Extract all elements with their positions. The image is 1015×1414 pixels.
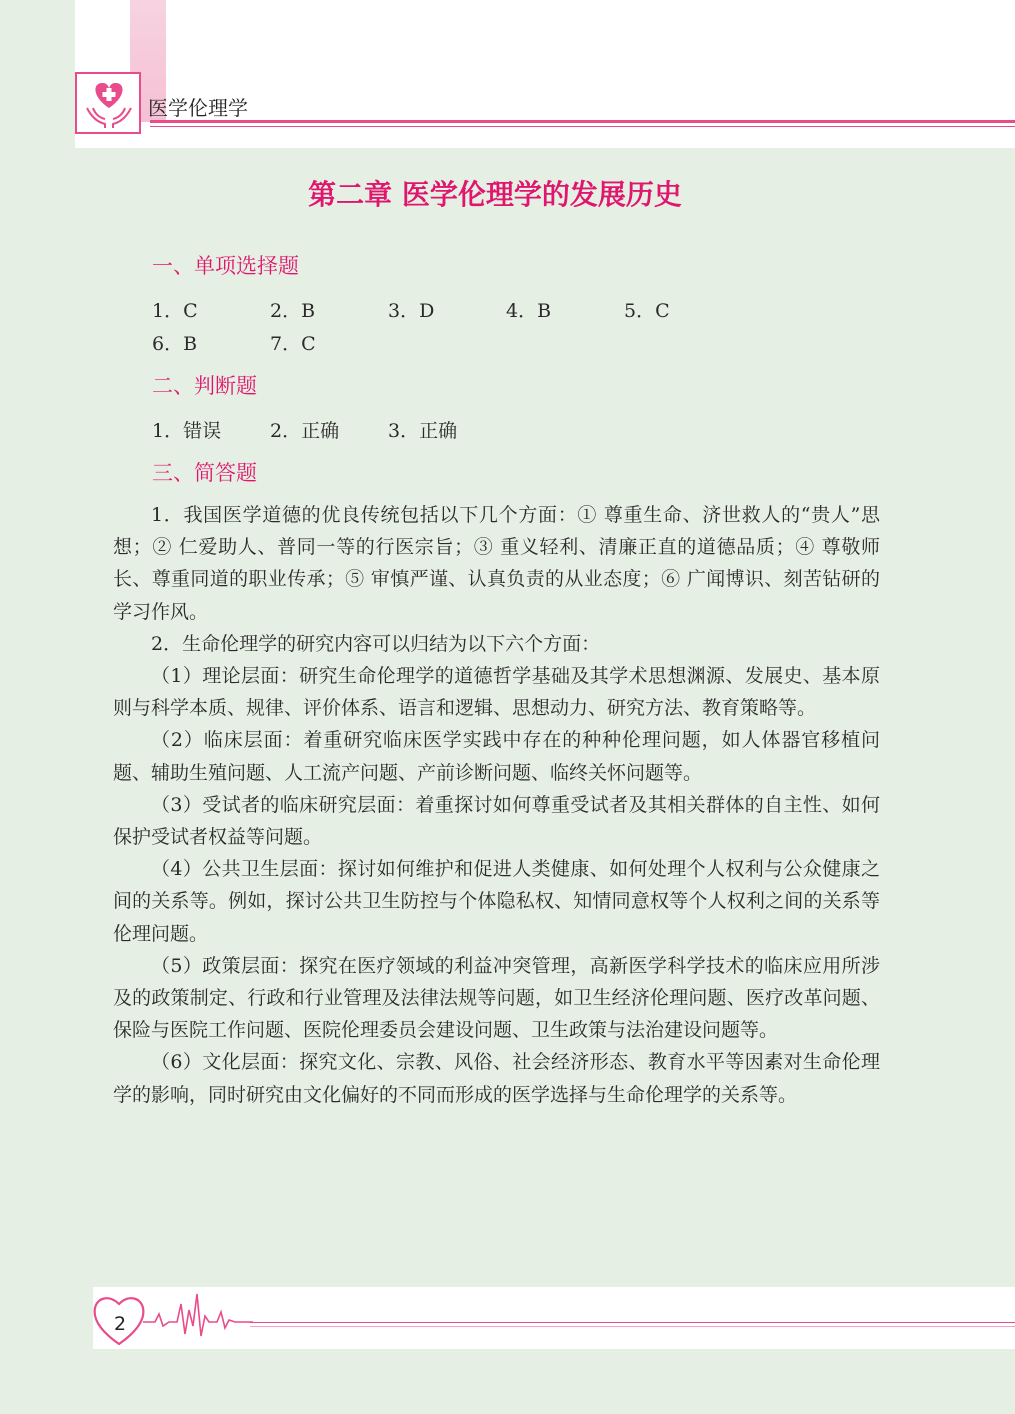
section-heading-single-choice: 一、单项选择题 (152, 254, 299, 278)
paragraph: （2）临床层面：着重研究临床医学实践中存在的种种伦理问题，如人体器官移植问题、辅助生殖问题、人工流产问题、产前诊断问题、临终关怀问题等。 (113, 729, 880, 784)
paragraph: （6）文化层面：探究文化、宗教、风俗、社会经济形态、教育水平等因素对生命伦理学的影响，同时研究由文化偏好的不同而形成的医学选择与生命伦理学的关系等。 (113, 1051, 880, 1106)
answer-item: 1．C (152, 300, 198, 322)
section-heading-short-answer: 三、简答题 (152, 461, 257, 485)
chapter-title: 第二章 医学伦理学的发展历史 (308, 178, 682, 211)
answer-item: 2．B (270, 300, 316, 322)
page-number: 2 (113, 1313, 127, 1335)
short-answer-body (113, 499, 880, 1111)
book-title: 医学伦理学 (148, 96, 248, 120)
footer-divider (250, 1322, 1015, 1323)
answer-item: 2．正确 (270, 420, 340, 442)
header-divider (150, 120, 1015, 123)
answer-item: 7．C (270, 333, 316, 355)
heart-hands-logo-icon (75, 72, 141, 134)
paragraph: 1．我国医学道德的优良传统包括以下几个方面：① 尊重生命、济世救人的“贵人”思想；② 仁爱助人、普同一等的行医宗旨；③ 重义轻利、清廉正直的道德品质；④ 尊敬师长、尊重同道的职业传承；⑤ 审慎严谨、认真负责的从业态度；⑥ 广闻博识、刻苦钻研的学习作风。 (113, 504, 880, 623)
answer-item: 1．错误 (152, 420, 222, 442)
paragraph: 2．生命伦理学的研究内容可以归结为以下六个方面： (151, 632, 601, 655)
answer-item: 6．B (152, 333, 198, 355)
answer-item: 5．C (624, 300, 670, 322)
paragraph: （5）政策层面：探究在医疗领域的利益冲突管理，高新医学科学技术的临床应用所涉及的政策制定、行政和行业管理及法律法规等问题，如卫生经济伦理问题、医疗改革问题、保险与医院工作问题、医院伦理委员会建设问题、卫生政策与法治建设问题等。 (113, 954, 880, 1042)
paragraph: （1）理论层面：研究生命伦理学的道德哲学基础及其学术思想渊源、发展史、基本原则与科学本质、规律、评价体系、语言和逻辑、思想动力、研究方法、教育策略等。 (113, 665, 880, 720)
footer-divider-thin (250, 1326, 1015, 1327)
paragraph: （3）受试者的临床研究层面：着重探讨如何尊重受试者及其相关群体的自主性、如何保护受试者权益等问题。 (113, 793, 880, 849)
header-divider-thin (150, 126, 1015, 127)
answer-item: 3．正确 (388, 420, 458, 442)
section-heading-true-false: 二、判断题 (152, 374, 257, 398)
paragraph: （4）公共卫生层面：探讨如何维护和促进人类健康、如何处理个人权利与公众健康之间的关系等。例如，探讨公共卫生防控与个体隐私权、知情同意权等个人权利之间的关系等伦理问题。 (113, 858, 880, 945)
answer-item: 4．B (506, 300, 552, 322)
ecg-line-icon (143, 1290, 253, 1340)
answer-item: 3．D (388, 300, 435, 322)
